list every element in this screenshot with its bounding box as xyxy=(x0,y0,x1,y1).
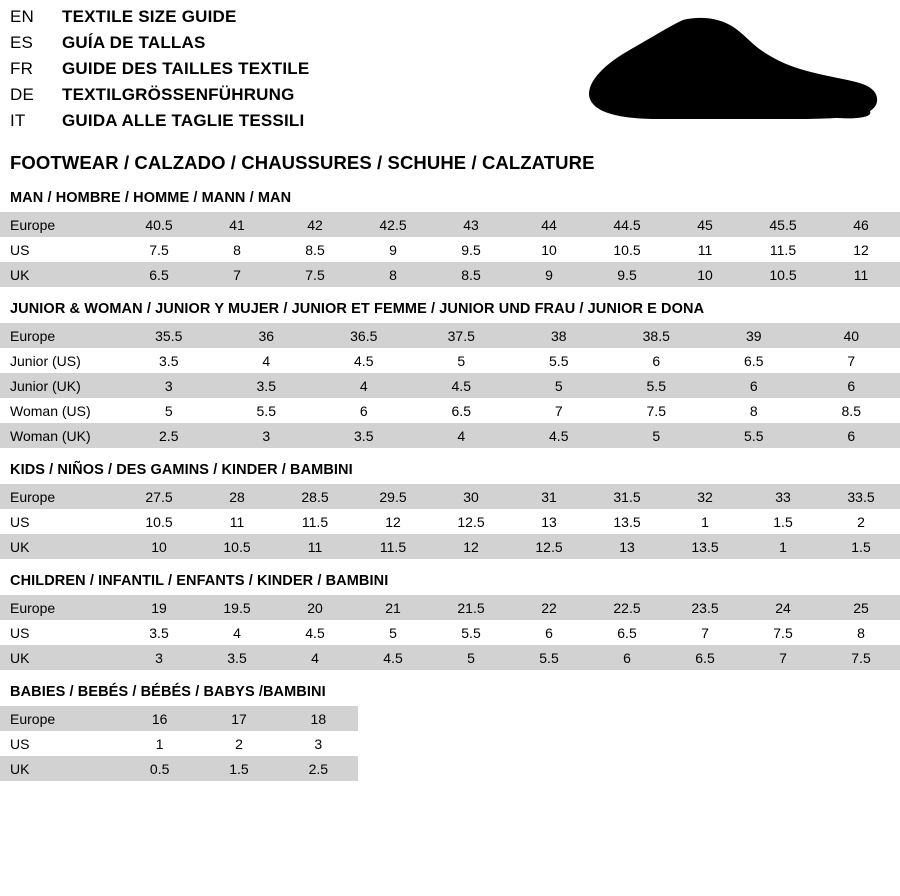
size-cell: 22 xyxy=(510,595,588,620)
size-cell: 6.5 xyxy=(120,262,198,287)
size-cell: 6.5 xyxy=(705,348,803,373)
size-cell: 5.5 xyxy=(432,620,510,645)
size-cell: 9 xyxy=(510,262,588,287)
size-cell: 5 xyxy=(354,620,432,645)
section-title: CHILDREN / INFANTIL / ENFANTS / KINDER / BAMBINI xyxy=(10,573,389,589)
size-cell: 1.5 xyxy=(744,509,822,534)
language-code: FR xyxy=(10,59,34,78)
size-cell: 10 xyxy=(120,534,198,559)
size-cell: 10 xyxy=(666,262,744,287)
size-cell: 11 xyxy=(198,509,276,534)
row-label: US xyxy=(0,731,120,756)
size-cell: 35.5 xyxy=(120,323,218,348)
size-cell: 7.5 xyxy=(744,620,822,645)
size-cell: 7.5 xyxy=(822,645,900,670)
size-cell: 7.5 xyxy=(120,237,198,262)
size-cell: 39 xyxy=(705,323,803,348)
size-cell: 21.5 xyxy=(432,595,510,620)
page-header xyxy=(0,0,900,173)
section-kids xyxy=(0,462,900,559)
language-code: ES xyxy=(10,33,34,52)
language-title: GUÍA DE TALLAS xyxy=(62,33,206,52)
size-cell: 45 xyxy=(666,212,744,237)
size-cell: 7 xyxy=(744,645,822,670)
size-cell: 12.5 xyxy=(510,534,588,559)
size-cell: 31.5 xyxy=(588,484,666,509)
size-cell: 46 xyxy=(822,212,900,237)
size-cell: 3.5 xyxy=(120,620,198,645)
size-cell: 6 xyxy=(315,398,413,423)
section-title: MAN / HOMBRE / HOMME / MANN / MAN xyxy=(10,190,292,206)
row-label: US xyxy=(0,237,120,262)
row-label: Europe xyxy=(0,484,120,509)
table-row xyxy=(0,731,358,756)
size-cell: 28.5 xyxy=(276,484,354,509)
size-cell: 12 xyxy=(432,534,510,559)
size-cell: 22.5 xyxy=(588,595,666,620)
size-table-kids xyxy=(0,484,900,559)
size-cell: 24 xyxy=(744,595,822,620)
size-cell: 13 xyxy=(588,534,666,559)
size-cell: 1.5 xyxy=(199,756,278,781)
footwear-category-heading: FOOTWEAR / CALZADO / CHAUSSURES / SCHUHE / CALZATURE xyxy=(10,152,595,173)
size-cell: 38.5 xyxy=(608,323,706,348)
language-title: TEXTILGRÖSSENFÜHRUNG xyxy=(62,85,295,104)
table-row xyxy=(0,423,900,448)
size-cell: 27.5 xyxy=(120,484,198,509)
language-title: TEXTILE SIZE GUIDE xyxy=(62,7,237,26)
size-cell: 8 xyxy=(198,237,276,262)
table-row xyxy=(0,398,900,423)
table-row xyxy=(0,756,358,781)
row-label: UK xyxy=(0,262,120,287)
size-cell: 3 xyxy=(120,645,198,670)
size-cell: 5 xyxy=(608,423,706,448)
table-row xyxy=(0,262,900,287)
section-title: KIDS / NIÑOS / DES GAMINS / KINDER / BAMBINI xyxy=(10,462,353,478)
table-row xyxy=(0,373,900,398)
size-cell: 2.5 xyxy=(120,423,218,448)
row-label: UK xyxy=(0,645,120,670)
size-cell: 10.5 xyxy=(198,534,276,559)
size-cell: 0.5 xyxy=(120,756,199,781)
size-cell: 3.5 xyxy=(120,348,218,373)
size-cell: 6.5 xyxy=(588,620,666,645)
size-cell: 5.5 xyxy=(218,398,316,423)
row-label: Woman (US) xyxy=(0,398,120,423)
size-cell: 41 xyxy=(198,212,276,237)
language-code: IT xyxy=(10,111,26,130)
language-code: EN xyxy=(10,7,35,26)
size-cell: 45.5 xyxy=(744,212,822,237)
section-junior-woman xyxy=(0,301,900,448)
size-cell: 5.5 xyxy=(510,645,588,670)
size-cell: 6 xyxy=(803,373,900,398)
size-cell: 43 xyxy=(432,212,510,237)
table-row xyxy=(0,237,900,262)
size-cell: 4.5 xyxy=(413,373,511,398)
row-label: Europe xyxy=(0,595,120,620)
size-cell: 4 xyxy=(218,348,316,373)
size-cell: 7.5 xyxy=(608,398,706,423)
section-title: BABIES / BEBÉS / BÉBÉS / BABYS /BAMBINI xyxy=(10,684,326,700)
size-cell: 4.5 xyxy=(315,348,413,373)
size-cell: 5.5 xyxy=(608,373,706,398)
size-cell: 29.5 xyxy=(354,484,432,509)
table-row xyxy=(0,509,900,534)
dress-shoe-icon xyxy=(588,14,878,122)
size-cell: 12.5 xyxy=(432,509,510,534)
section-babies xyxy=(0,684,900,781)
size-cell: 1.5 xyxy=(822,534,900,559)
table-row xyxy=(0,534,900,559)
size-cell: 11.5 xyxy=(354,534,432,559)
size-cell: 4.5 xyxy=(510,423,608,448)
table-row xyxy=(0,706,358,731)
size-cell: 21 xyxy=(354,595,432,620)
size-cell: 10 xyxy=(510,237,588,262)
size-cell: 8 xyxy=(354,262,432,287)
size-cell: 30 xyxy=(432,484,510,509)
size-cell: 1 xyxy=(120,731,199,756)
size-cell: 7 xyxy=(666,620,744,645)
language-title: GUIDA ALLE TAGLIE TESSILI xyxy=(62,111,305,130)
row-label: UK xyxy=(0,534,120,559)
size-cell: 40.5 xyxy=(120,212,198,237)
size-cell: 11.5 xyxy=(744,237,822,262)
size-cell: 4 xyxy=(315,373,413,398)
row-label: Junior (US) xyxy=(0,348,120,373)
language-title: GUIDE DES TAILLES TEXTILE xyxy=(62,59,310,78)
size-cell: 4 xyxy=(413,423,511,448)
size-cell: 3.5 xyxy=(198,645,276,670)
size-cell: 5 xyxy=(510,373,608,398)
size-cell: 5 xyxy=(413,348,511,373)
size-cell: 23.5 xyxy=(666,595,744,620)
size-cell: 13.5 xyxy=(588,509,666,534)
size-cell: 9 xyxy=(354,237,432,262)
size-cell: 28 xyxy=(198,484,276,509)
size-cell: 19 xyxy=(120,595,198,620)
size-cell: 6 xyxy=(510,620,588,645)
size-cell: 20 xyxy=(276,595,354,620)
section-man xyxy=(0,190,900,287)
size-cell: 13 xyxy=(510,509,588,534)
size-cell: 2.5 xyxy=(279,756,358,781)
size-cell: 8.5 xyxy=(276,237,354,262)
row-label: Europe xyxy=(0,323,120,348)
size-cell: 7 xyxy=(510,398,608,423)
size-cell: 42 xyxy=(276,212,354,237)
table-row xyxy=(0,348,900,373)
row-label: Junior (UK) xyxy=(0,373,120,398)
table-row xyxy=(0,323,900,348)
language-code: DE xyxy=(10,85,35,104)
size-cell: 7 xyxy=(803,348,900,373)
size-cell: 7.5 xyxy=(276,262,354,287)
row-label: Europe xyxy=(0,212,120,237)
size-cell: 3 xyxy=(279,731,358,756)
size-cell: 3.5 xyxy=(315,423,413,448)
size-table-man xyxy=(0,212,900,287)
size-cell: 44.5 xyxy=(588,212,666,237)
table-row xyxy=(0,645,900,670)
size-cell: 3.5 xyxy=(218,373,316,398)
size-table-junior-woman xyxy=(0,323,900,448)
size-cell: 36.5 xyxy=(315,323,413,348)
size-cell: 10.5 xyxy=(744,262,822,287)
size-cell: 9.5 xyxy=(588,262,666,287)
size-cell: 33.5 xyxy=(822,484,900,509)
size-cell: 37.5 xyxy=(413,323,511,348)
size-cell: 36 xyxy=(218,323,316,348)
size-cell: 17 xyxy=(199,706,278,731)
row-label: US xyxy=(0,509,120,534)
size-cell: 11 xyxy=(822,262,900,287)
size-cell: 5.5 xyxy=(705,423,803,448)
size-cell: 42.5 xyxy=(354,212,432,237)
size-cell: 10.5 xyxy=(588,237,666,262)
size-cell: 4 xyxy=(198,620,276,645)
row-label: US xyxy=(0,620,120,645)
size-cell: 6 xyxy=(608,348,706,373)
size-cell: 8 xyxy=(822,620,900,645)
size-cell: 11 xyxy=(666,237,744,262)
size-cell: 31 xyxy=(510,484,588,509)
size-cell: 3 xyxy=(120,373,218,398)
size-cell: 6 xyxy=(705,373,803,398)
size-cell: 40 xyxy=(803,323,900,348)
size-cell: 19.5 xyxy=(198,595,276,620)
size-cell: 4 xyxy=(276,645,354,670)
row-label: Europe xyxy=(0,706,120,731)
size-cell: 6 xyxy=(803,423,900,448)
size-cell: 1 xyxy=(666,509,744,534)
table-row xyxy=(0,620,900,645)
size-cell: 44 xyxy=(510,212,588,237)
table-row xyxy=(0,212,900,237)
size-cell: 11 xyxy=(276,534,354,559)
size-cell: 16 xyxy=(120,706,199,731)
size-cell: 4.5 xyxy=(354,645,432,670)
row-label: UK xyxy=(0,756,120,781)
size-cell: 8.5 xyxy=(803,398,900,423)
size-cell: 1 xyxy=(744,534,822,559)
size-cell: 2 xyxy=(822,509,900,534)
size-cell: 8.5 xyxy=(432,262,510,287)
table-row xyxy=(0,595,900,620)
size-cell: 6.5 xyxy=(413,398,511,423)
size-cell: 3 xyxy=(218,423,316,448)
row-label: Woman (UK) xyxy=(0,423,120,448)
section-title: JUNIOR & WOMAN / JUNIOR Y MUJER / JUNIOR ET FEMME / JUNIOR UND FRAU / JUNIOR E DONA xyxy=(10,301,705,317)
section-children xyxy=(0,573,900,670)
size-cell: 9.5 xyxy=(432,237,510,262)
size-cell: 18 xyxy=(279,706,358,731)
size-table-babies xyxy=(0,706,358,781)
size-cell: 12 xyxy=(822,237,900,262)
size-cell: 11.5 xyxy=(276,509,354,534)
size-cell: 38 xyxy=(510,323,608,348)
size-cell: 8 xyxy=(705,398,803,423)
table-row xyxy=(0,484,900,509)
size-cell: 33 xyxy=(744,484,822,509)
size-cell: 5 xyxy=(432,645,510,670)
size-cell: 7 xyxy=(198,262,276,287)
size-cell: 2 xyxy=(199,731,278,756)
size-cell: 12 xyxy=(354,509,432,534)
size-tables xyxy=(0,190,900,781)
size-cell: 6.5 xyxy=(666,645,744,670)
size-table-children xyxy=(0,595,900,670)
size-cell: 25 xyxy=(822,595,900,620)
size-cell: 10.5 xyxy=(120,509,198,534)
size-cell: 5 xyxy=(120,398,218,423)
size-cell: 6 xyxy=(588,645,666,670)
size-cell: 4.5 xyxy=(276,620,354,645)
size-cell: 5.5 xyxy=(510,348,608,373)
size-cell: 13.5 xyxy=(666,534,744,559)
size-cell: 32 xyxy=(666,484,744,509)
